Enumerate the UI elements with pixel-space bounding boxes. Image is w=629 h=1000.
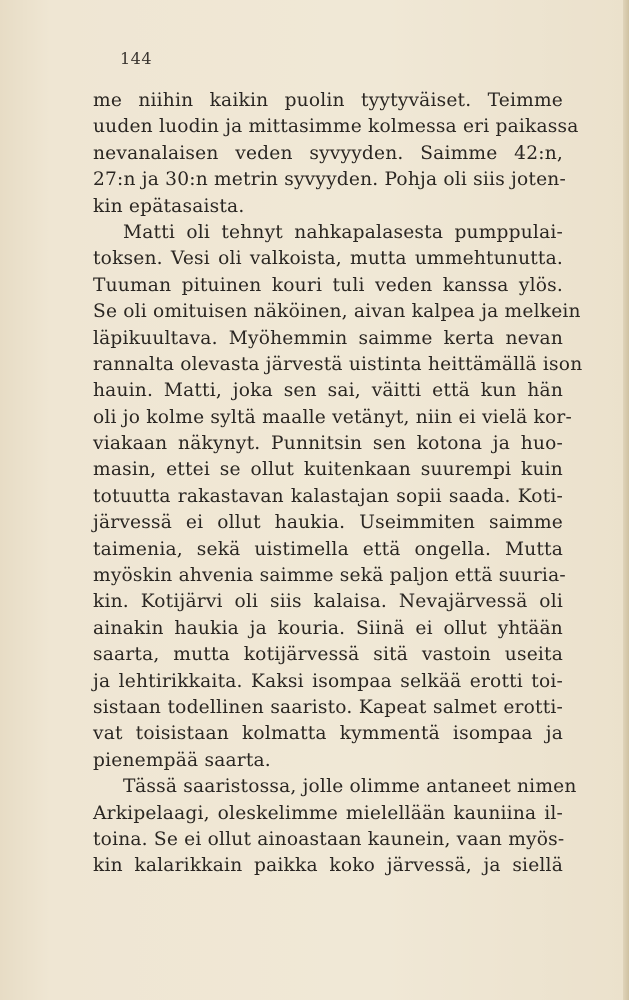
page-edge (623, 0, 629, 1000)
text-line: uuden luodin ja mittasimme kolmessa eri paikassa (93, 116, 579, 138)
text-line: toina. Se ei ollut ainoastaan kaunein, vaan myös- (93, 828, 565, 850)
text-line: viakaan näkynyt. Punnitsin sen kotona ja huo- (93, 433, 563, 455)
text-line: läpikuultava. Myöhemmin saimme kerta nevan (93, 327, 563, 349)
text-line: myöskin ahvenia saimme sekä paljon että suuria- (93, 565, 566, 587)
text-line: me niihin kaikin puolin tyytyväiset. Teimme (93, 90, 563, 111)
text-line: kin kalarikkain paikka koko järvessä, ja siellä (93, 855, 563, 877)
text-line: Arkipelaagi, oleskelimme mielellään kauniina il- (93, 802, 563, 824)
text-line: kin epätasaista. (93, 195, 245, 217)
text-line: Matti oli tehnyt nahkapalasesta pumppulai- (123, 221, 563, 243)
text-line: hauin. Matti, joka sen sai, väitti että kun hän (93, 380, 563, 402)
body-text (93, 88, 583, 880)
text-line: kin. Kotijärvi oli siis kalaisa. Nevajärvessä oli (93, 591, 563, 613)
page-number: 144 (120, 49, 153, 68)
text-line: ja lehtirikkaita. Kaksi isompaa selkää erotti toi- (93, 670, 563, 692)
text-line: Tässä saaristossa, jolle olimme antaneet nimen (123, 776, 577, 798)
text-line: vat toisistaan kolmatta kymmentä isompaa ja (93, 723, 563, 745)
text-line: Tuuman pituinen kouri tuli veden kanssa ylös. (93, 274, 563, 296)
text-line: järvessä ei ollut haukia. Useimmiten saimme (93, 512, 563, 534)
text-line: oli jo kolme syltä maalle vetänyt, niin ei vielä kor- (93, 406, 572, 428)
text-line: sistaan todellinen saaristo. Kapeat salmet erotti- (93, 696, 563, 718)
text-line: ainakin haukia ja kouria. Siinä ei ollut yhtään (93, 617, 563, 639)
text-line: 27:n ja 30:n metrin syvyyden. Pohja oli siis joten- (93, 169, 566, 191)
text-line: toksen. Vesi oli valkoista, mutta ummehtunutta. (93, 248, 563, 270)
text-line: saarta, mutta kotijärvessä sitä vastoin useita (93, 644, 563, 666)
text-line: rannalta olevasta järvestä uistinta heittämällä ison (93, 353, 583, 375)
text-line: masin, ettei se ollut kuitenkaan suurempi kuin (93, 459, 563, 481)
text-line: Se oli omituisen näköinen, aivan kalpea ja melkein (93, 301, 581, 323)
text-line: totuutta rakastavan kalastajan sopii saada. Koti- (93, 485, 563, 507)
text-line: taimenia, sekä uistimella että ongella. Mutta (93, 538, 563, 560)
text-line: pienempää saarta. (93, 749, 271, 771)
text-line: nevanalaisen veden syvyyden. Saimme 42:n, (93, 142, 563, 164)
